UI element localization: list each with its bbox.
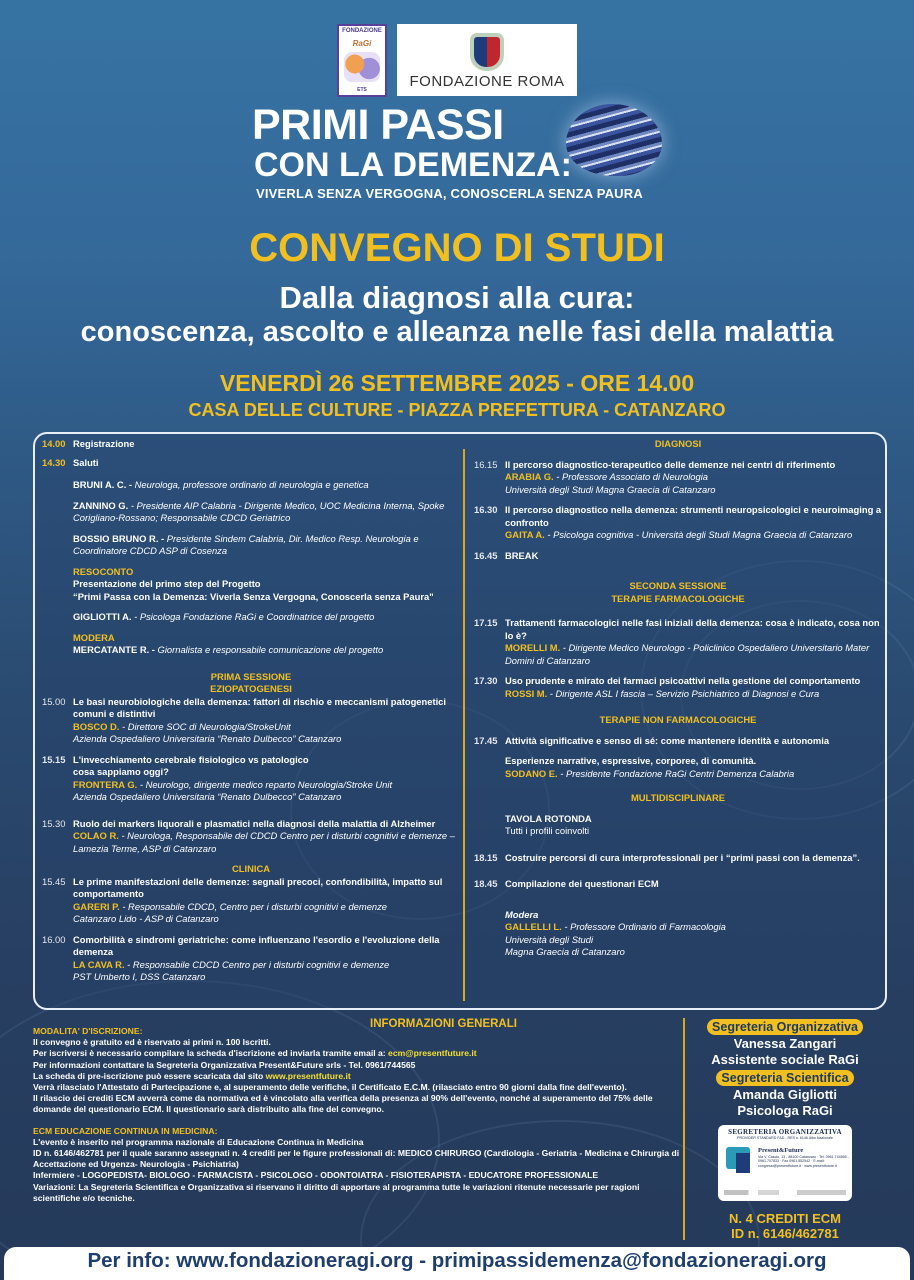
- item-time: 15.15: [42, 753, 66, 765]
- speaker-role: - Neurologo, dirigente medico reparto Neurologia/Stroke Unit: [137, 778, 393, 790]
- section-label: RESOCONTO: [73, 565, 134, 577]
- speaker-name: GALLELLI L.: [505, 921, 562, 932]
- footer-bar: [4, 1247, 910, 1280]
- info-text: La scheda di pre-iscrizione può essere scaricata dal sito: [33, 1070, 266, 1081]
- puzzle-icon: [344, 52, 380, 82]
- speaker-affiliation: PST Umberto I, DSS Catanzaro: [73, 971, 206, 982]
- card-company: Present&Future: [758, 1147, 804, 1154]
- session-heading: CLINICA: [231, 863, 271, 874]
- item-title: BREAK: [505, 549, 539, 561]
- event-subtitle-2: conoscenza, ascolto e alleanza nelle fasi della malattia: [80, 316, 834, 348]
- speaker-role: - Dirigente Medico Neurologo - Policlinico Ospedaliero Universitario Mater Domini di Catanzaro: [505, 642, 870, 666]
- ragi-logo-ets: ETS: [357, 86, 367, 93]
- ragi-logo-text: FONDAZIONE: [342, 28, 382, 34]
- tavola-rotonda: [474, 813, 882, 838]
- speaker-name: BOSCO D.: [73, 720, 120, 732]
- item-title: Saluti: [73, 456, 99, 468]
- speaker-role: - Direttore SOC di Neurologia/StrokeUnit: [119, 720, 291, 732]
- fondazione-roma-name: FONDAZIONE ROMA: [409, 73, 565, 90]
- program-item: [474, 735, 882, 781]
- program-item: [42, 457, 460, 470]
- speaker-role: - Presidente Fondazione RaGi Centri Demenza Calabria: [557, 767, 795, 779]
- speaker-name: ARABIA G.: [505, 471, 554, 482]
- section-label: MODERA: [73, 631, 115, 643]
- secretariat-sidebar: [700, 1018, 870, 1241]
- info-line: Per informazioni contattare la Segreteria Organizzativa Present&Future srls - Tel. 0961/744565: [33, 1059, 416, 1070]
- speaker-name: ROSSI M.: [505, 687, 548, 699]
- item-title: Trattamenti farmacologici nelle fasi iniziali della demenza: cosa è indicato, cosa non lo è?: [505, 617, 880, 641]
- ragi-logo-name: RaGi: [352, 38, 372, 48]
- section-label: Modera: [505, 908, 539, 920]
- item-subtitle: Esperienze narrative, espressive, corporee, di comunità.: [505, 755, 757, 766]
- speaker-role: - Professore Ordinario di Farmacologia: [561, 921, 726, 932]
- item-subtitle: Tutti i profili coinvolti: [505, 825, 590, 836]
- program-item: [474, 852, 882, 865]
- registration-label: MODALITA' D'ISCRIZIONE:: [33, 1026, 143, 1036]
- session-heading: MULTIDISCIPLINARE: [630, 792, 726, 803]
- session-heading: TERAPIE NON FARMACOLOGICHE: [599, 714, 757, 725]
- speaker-name: MERCATANTE R. -: [73, 644, 155, 655]
- item-time: 18.15: [474, 851, 498, 863]
- partner-logos: [724, 1190, 846, 1195]
- speaker-name: MORELLI M.: [505, 642, 561, 653]
- speaker-role: - Professore Associato di Neurologia: [553, 471, 709, 482]
- info-line: [33, 1048, 681, 1059]
- item-time: 14.30: [42, 456, 66, 468]
- speaker-name: GARERI P.: [73, 900, 120, 912]
- speaker-role: - Presidente AIP Calabria - Dirigente Medico, UOC Medicina Interna, Spoke Corigliano-Rossano; Responsabile CDCD Geriatrico: [73, 499, 445, 523]
- speaker-affiliation: Azienda Ospedaliero Universitaria “Renato Dulbecco” Catanzaro: [73, 733, 342, 744]
- column-divider: [463, 449, 465, 1001]
- speaker-name: LA CAVA R.: [73, 958, 125, 970]
- item-time: 16.15: [474, 458, 498, 470]
- speaker-role: - Dirigente ASL I fascia – Servizio Psichiatrico di Diagnosi e Cura: [547, 687, 820, 699]
- present-future-card: [718, 1125, 852, 1201]
- speaker-role: - Neurologa, Responsabile del CDCD Centro per i disturbi cognitivi e demenze – Lamezia Terme, ASP di Catanzaro: [73, 830, 455, 854]
- speaker-role: - Psicologa Fondazione RaGi e Coordinatrice del progetto: [131, 611, 375, 622]
- item-time: 18.45: [474, 878, 498, 889]
- program-item: [42, 876, 460, 926]
- card-header: SEGRETERIA ORGANIZZATIVA: [728, 1128, 842, 1136]
- ecm-credits: N. 4 CREDITI ECM: [729, 1211, 841, 1226]
- program-item: [42, 438, 460, 451]
- resoconto-block: [42, 566, 460, 624]
- item-title: TAVOLA ROTONDA: [505, 812, 592, 824]
- ecm-label: ECM EDUCAZIONE CONTINUA IN MEDICINA:: [33, 1125, 218, 1136]
- program-item: [42, 934, 460, 984]
- event-type: CONVEGNO DI STUDI: [249, 226, 665, 270]
- speaker-role: - Psicologa cognitiva - Università degli Studi Magna Graecia di Catanzaro: [544, 529, 853, 540]
- card-details: Via V. Cascio, 13 - 88100 Catanzaro · Tel. 0961.744565 - 0961.707833 · Fax 0961.552542 · E-mail: congressi@presentfuture.it · www.presentfuture.it: [758, 1155, 849, 1168]
- item-title: Ruolo dei markers liquorali e plasmatici nella diagnosi della malattia di Alzheimer: [73, 817, 436, 829]
- speaker-name: SODANO E.: [505, 767, 558, 779]
- program-item: [42, 696, 460, 746]
- project-title: PRIMI PASSI: [252, 101, 504, 149]
- item-title: Comorbilità e sindromi geriatriche: come influenzano l'esordio e l'evoluzione della demenza: [73, 933, 440, 957]
- fondazione-ragi-logo: [337, 24, 387, 97]
- speaker-affiliation: Catanzaro Lido - ASP di Catanzaro: [73, 913, 219, 924]
- sci-secretariat-badge: Segreteria Scientifica: [716, 1070, 853, 1086]
- org-secretariat-role: Assistente sociale RaGi: [711, 1052, 859, 1067]
- present-future-logo-icon: [736, 1153, 750, 1173]
- item-time: 14.00: [42, 438, 66, 449]
- program-item: [474, 550, 882, 563]
- speaker-name: ZANNINO G.: [73, 499, 129, 511]
- item-title: “Primi Passa con la Demenza: Viverla Senza Vergogna, Conoscerla senza Paura": [73, 590, 434, 602]
- info-line: L'evento è inserito nel programma nazionale di Educazione Continua in Medicina: [33, 1136, 364, 1147]
- event-subtitle: Dalla diagnosi alla cura:: [279, 280, 635, 315]
- item-title: Presentazione del primo step del Progetto: [73, 578, 261, 589]
- speaker-role: - Responsabile CDCD, Centro per i disturbi cognitivi e demenze: [119, 900, 388, 912]
- sidebar-divider: [683, 1018, 685, 1240]
- item-time: 16.45: [474, 549, 498, 561]
- sci-secretariat-role: Psicologa RaGi: [737, 1103, 833, 1118]
- item-title: Costruire percorsi di cura interprofessionali per i “primi passi con la demenza”.: [505, 851, 860, 863]
- session-title: SECONDA SESSIONE: [629, 580, 727, 591]
- info-line: Infermiere - LOGOPEDISTA- BIOLOGO - FARMACISTA - PSICOLOGO - ODONTOIATRA - FISIOTERAPISTA - EDUCATORE PROFESSIONALE: [33, 1170, 599, 1181]
- speaker-name: COLAO R.: [73, 830, 119, 841]
- project-tagline: VIVERLA SENZA VERGOGNA, CONOSCERLA SENZA PAURA: [256, 186, 643, 201]
- speaker-role: Giornalista e responsabile comunicazione del progetto: [154, 644, 384, 655]
- speaker: [42, 533, 460, 558]
- org-secretariat-name: Vanessa Zangari: [733, 1036, 837, 1051]
- speaker-name: BRUNI A. C. -: [73, 479, 133, 490]
- session-subtitle: TERAPIE FARMACOLOGICHE: [611, 592, 745, 604]
- speaker-name: GAITA A.: [505, 529, 545, 540]
- item-time: 17.30: [474, 675, 498, 686]
- org-secretariat-badge: Segreteria Organizzativa: [707, 1019, 863, 1035]
- session-subtitle: EZIOPATOGENESI: [210, 683, 292, 694]
- brain-icon: [566, 104, 662, 176]
- item-title: Le prime manifestazioni delle demenze: segnali precoci, confondibilità, impatto sul comportamento: [73, 875, 443, 899]
- project-title-line2: CON LA DEMENZA:: [254, 146, 572, 184]
- program-item: [474, 878, 882, 891]
- item-time: 15.00: [42, 695, 66, 707]
- speaker: [42, 479, 460, 492]
- item-time: 16.00: [42, 933, 66, 945]
- item-time: 15.45: [42, 875, 66, 887]
- crest-icon: [474, 37, 500, 67]
- program-item: [474, 675, 882, 700]
- speaker: [42, 500, 460, 525]
- item-title: Registrazione: [73, 438, 135, 449]
- ecm-id: ID n. 6146/462781: [731, 1226, 839, 1241]
- item-title: Uso prudente e mirato dei farmaci psicoattivi nella gestione del comportamento: [505, 675, 861, 686]
- speaker-affiliation: Università degli Studi: [505, 933, 594, 945]
- footer-contact: Per info: www.fondazioneragi.org - primipassidemenza@fondazioneragi.org: [87, 1249, 827, 1272]
- item-time: 17.45: [474, 734, 498, 746]
- session-heading: DIAGNOSI: [654, 438, 702, 449]
- info-section: [33, 1026, 681, 1204]
- modera-block: [42, 632, 460, 657]
- event-venue: CASA DELLE CULTURE - PIAZZA PREFETTURA - CATANZARO: [188, 400, 726, 420]
- item-time: 16.30: [474, 504, 498, 515]
- program-left-column: [42, 438, 460, 984]
- modera-block: [474, 909, 882, 959]
- speaker-affiliation: Magna Graecia di Catanzaro: [505, 946, 625, 957]
- info-line: [33, 1071, 681, 1082]
- session-heading: [474, 580, 882, 605]
- fondazione-roma-logo: [397, 24, 577, 96]
- session-title: PRIMA SESSIONE: [210, 670, 292, 682]
- card-provider: PROVIDER STANDARD FAD - RES n. 6146 Albo Nazionale: [737, 1136, 833, 1140]
- speaker-role: Neurologa, professore ordinario di neurologia e genetica: [132, 479, 369, 490]
- speaker-affiliation: Azienda Ospedaliero Universitaria “Renato Dulbecco” Catanzaro: [73, 791, 342, 802]
- info-line: Verrà rilasciato l'Attestato di Partecipazione e, al superamento delle verifiche, il Certificato E.C.M. (rilasciato entro 90 giorni dalla fine dell'evento).: [33, 1082, 627, 1093]
- registration-email-link[interactable]: ecm@presentfuture.it: [388, 1048, 477, 1059]
- program-item: [42, 818, 460, 856]
- item-title: Il percorso diagnostico-terapeutico delle demenze nei centri di riferimento: [505, 458, 836, 470]
- item-title: Le basi neurobiologiche della demenza: fattori di rischio e meccanismi patogenetici comuni e distintivi: [73, 695, 447, 719]
- program-right-column: [474, 438, 882, 959]
- session-heading: [42, 671, 460, 696]
- speaker-role: Presidente Sindem Calabria, Dir. Medico Resp. Neurologia e Coordinatore CDCD ASP di Cosenza: [73, 532, 419, 556]
- sci-secretariat-name: Amanda Gigliotti: [733, 1087, 837, 1102]
- program-item: [474, 617, 882, 667]
- program-item: [42, 754, 460, 804]
- item-title: cosa sappiamo oggi?: [73, 766, 169, 777]
- info-line: Il rilascio dei crediti ECM avverrà come da normativa ed è vincolato alla verifica della presenza al 90% dell'evento, nonché al superamento del 75% delle domande del questionario ECM. Il questionario sarà distribuito alla fine del convegno.: [33, 1093, 653, 1115]
- item-title: Compilazione dei questionari ECM: [505, 878, 659, 889]
- info-text: Per iscriversi è necessario compilare la scheda d'iscrizione ed inviarla tramite email a:: [33, 1048, 389, 1059]
- item-title: L'invecchiamento cerebrale fisiologico vs patologico: [73, 753, 309, 765]
- program-item: [474, 459, 882, 497]
- info-title: INFORMAZIONI GENERALI: [370, 1018, 517, 1030]
- item-time: 15.30: [42, 817, 66, 829]
- speaker-affiliation: Università degli Studi Magna Graecia di Catanzaro: [505, 483, 716, 495]
- item-title: Il percorso diagnostico nella demenza: strumenti neuropsicologici e neuroimaging a confronto: [505, 504, 882, 528]
- item-title: Attività significative e senso di sé: come mantenere identità e autonomia: [505, 734, 830, 746]
- speaker-name: BOSSIO BRUNO R. -: [73, 532, 165, 544]
- program-item: [474, 504, 882, 542]
- info-line: ID n. 6146/462781 per il quale saranno assegnati n. 4 crediti per le figure professionali di: MEDICO CHIRURGO (Cardiologia - Geriatria - Medicina e Chirurgia di Accettazione ed Urgenza- Neurologia - Psichiatria): [33, 1148, 680, 1170]
- item-time: 17.15: [474, 617, 498, 628]
- website-link[interactable]: www.presentfuture.it: [265, 1070, 351, 1081]
- info-line: Variazioni: La Segreteria Scientifica e Organizzativa si riservano il diritto di apportare al programma tutte le variazioni ritenute necessarie per ragioni scientifiche e/o tecniche.: [33, 1181, 640, 1203]
- info-line: Il convegno è gratuito ed è riservato ai primi n. 100 Iscritti.: [33, 1037, 271, 1048]
- event-date: VENERDÌ 26 SETTEMBRE 2025 - ORE 14.00: [219, 370, 695, 396]
- speaker-role: - Responsabile CDCD Centro per i disturbi cognitivi e demenze: [124, 958, 390, 970]
- speaker-name: FRONTERA G.: [73, 778, 138, 790]
- speaker-name: GIGLIOTTI A.: [73, 611, 132, 622]
